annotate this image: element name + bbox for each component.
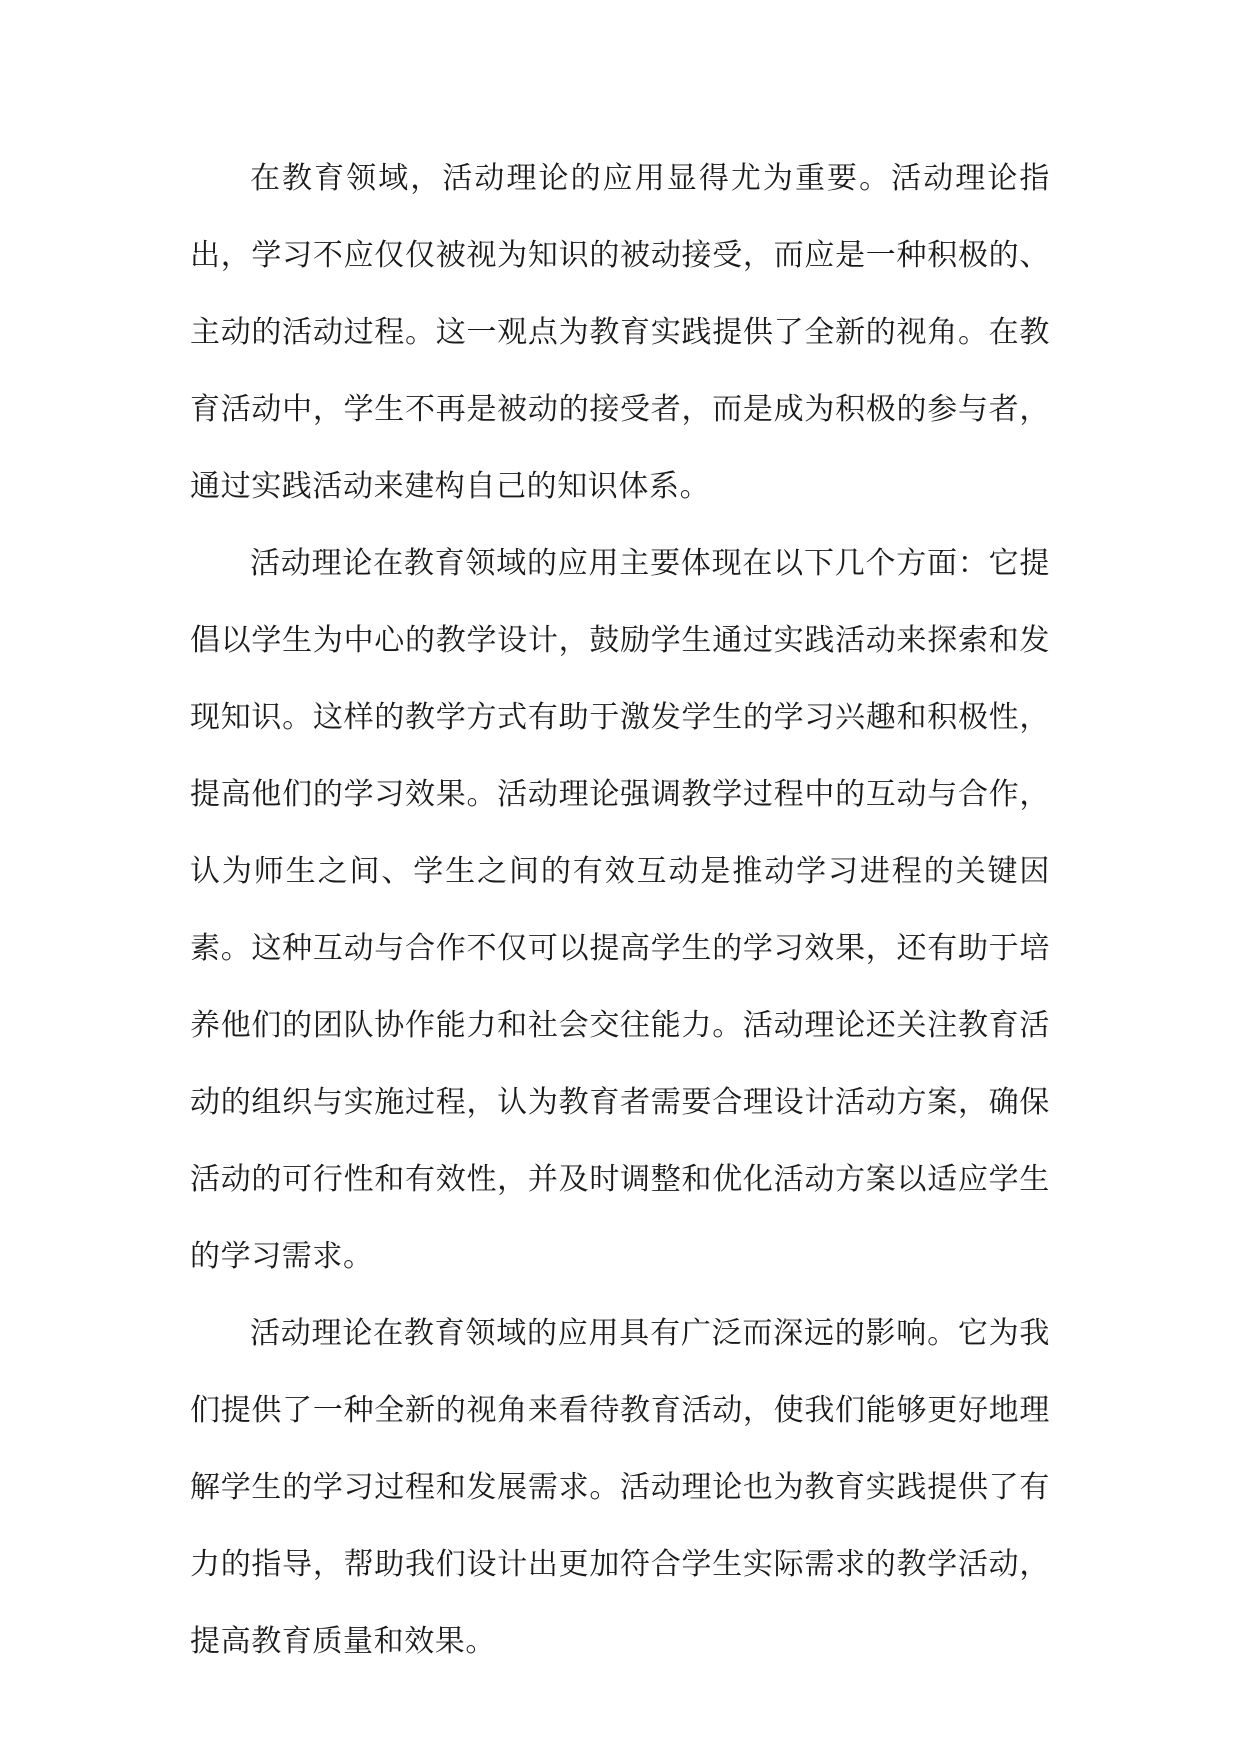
paragraph-2: 活动理论在教育领域的应用主要体现在以下几个方面：它提倡以学生为中心的教学设计，鼓励学生通过实践活动来探索和发现知识。这样的教学方式有助于激发学生的学习兴趣和积极性，提高他们的学习效果。活动理论强调教学过程中的互动与合作，认为师生之间、学生之间的有效互动是推动学习进程的关键因素。这种互动与合作不仅可以提高学生的学习效果，还有助于培养他们的团队协作能力和社会交往能力。活动理论还关注教育活动的组织与实施过程，认为教育者需要合理设计活动方案，确保活动的可行性和有效性，并及时调整和优化活动方案以适应学生的学习需求。 — [190, 546, 1050, 1274]
paragraph-3: 活动理论在教育领域的应用具有广泛而深远的影响。它为我们提供了一种全新的视角来看待教育活动，使我们能够更好地理解学生的学习过程和发展需求。活动理论也为教育实践提供了有力的指导，帮助我们设计出更加符合学生实际需求的教学活动，提高教育质量和效果。 — [190, 1316, 1050, 1659]
paragraph-1: 在教育领域，活动理论的应用显得尤为重要。活动理论指出，学习不应仅仅被视为知识的被动接受，而应是一种积极的、主动的活动过程。这一观点为教育实践提供了全新的视角。在教育活动中，学生不再是被动的接受者，而是成为积极的参与者，通过实践活动来建构自己的知识体系。 — [190, 161, 1050, 504]
document-body — [190, 140, 1050, 1680]
